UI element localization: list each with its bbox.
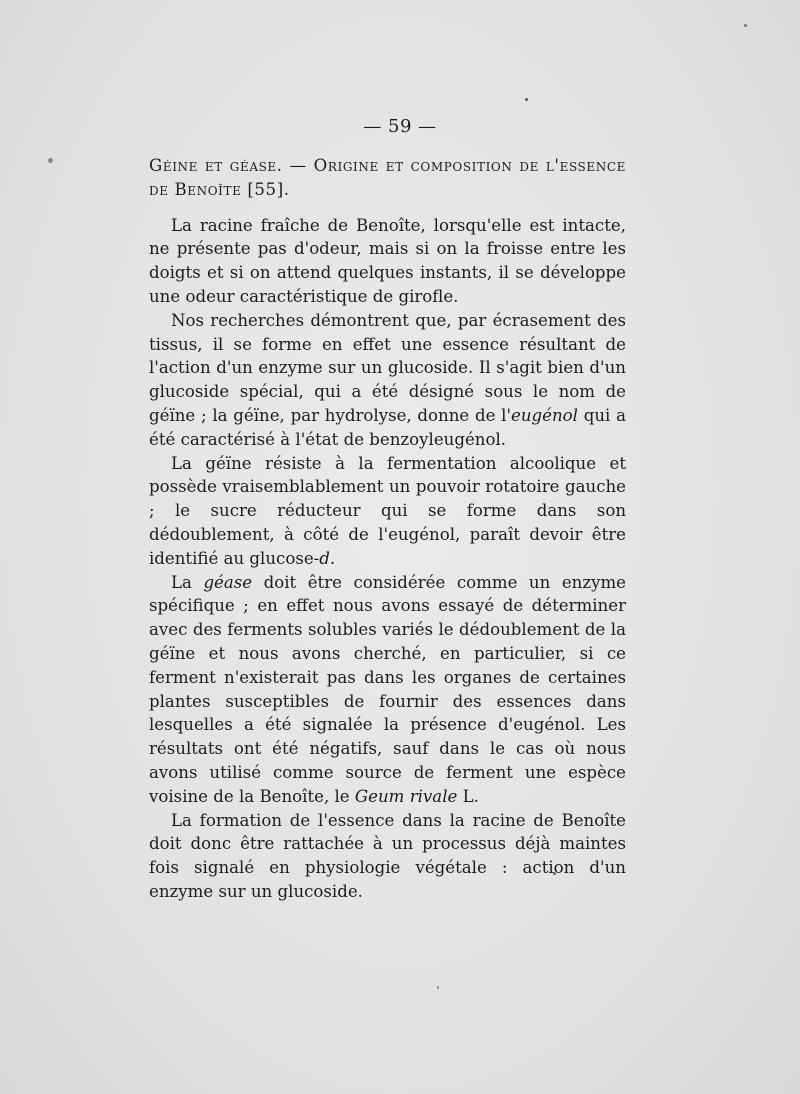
italic-term: Geum rivale xyxy=(354,786,458,806)
italic-term: d xyxy=(319,548,330,568)
dust-speck xyxy=(744,24,747,27)
paragraph-list xyxy=(149,214,626,904)
text-run: L. xyxy=(457,786,479,806)
text-run: La formation de l'essence dans la racine de Benoîte doit donc être rattachée à un processus déjà maintes fois signalé en physiologie végétale : action d'un enzyme sur un glucoside. xyxy=(149,810,626,901)
page-number: — 59 — xyxy=(363,116,437,137)
text-run: La xyxy=(171,572,204,592)
paragraph-5 xyxy=(149,809,626,904)
paragraph-3 xyxy=(149,452,626,571)
text-run: La géïne résiste à la fermentation alcoolique et possède vraisemblablement un pouvoir rotatoire gauche ; le sucre réducteur qui se forme dans son dédoublement, à côté de l'eugénol, paraît devoir être identifié au glucose- xyxy=(149,453,626,568)
dust-speck xyxy=(437,986,439,989)
text-run: qui a été caractérisé à l'état de benzoyleugénol. xyxy=(149,405,626,449)
heading-separator: . — xyxy=(276,156,314,175)
paragraph-2 xyxy=(149,309,626,452)
text-run: . xyxy=(329,548,336,568)
text-run: Nos recherches démontrent que, par écrasement des tissus, il se forme en effet une essence résultant de l'action d'un enzyme sur un glucoside. Il s'agit bien d'un glucoside spécial, qui a été désigné sous le nom de géïne ; la géïne, par hydrolyse, donne de l' xyxy=(149,310,626,425)
section-heading xyxy=(149,154,626,202)
heading-title-part2: Origine et composition de l'essence de Benoîte xyxy=(149,156,626,199)
body-text xyxy=(149,154,626,904)
heading-title-part1: Géine et géase xyxy=(149,156,277,175)
dust-speck xyxy=(525,98,528,101)
italic-term: eugénol xyxy=(511,405,578,425)
italic-term: géase xyxy=(203,572,253,592)
spacer xyxy=(149,202,626,214)
dust-speck xyxy=(48,158,53,163)
paragraph-4 xyxy=(149,571,626,809)
paragraph-1 xyxy=(149,214,626,309)
text-run: doit être considérée comme un enzyme spécifique ; en effet nous avons essayé de déterminer avec des ferments solubles variés le dédoublement de la géïne et nous avons cherché, en particulier, si ce ferment n'existerait pas dans les organes de certaines plantes susceptibles de fournir des essences dans lesquelles a été signalée la présence d'eugénol. Les résultats ont été négatifs, sauf dans le cas où nous avons utilisé comme source de ferment une espèce voisine de la Benoîte, le xyxy=(149,572,626,806)
text-run: La racine fraîche de Benoîte, lorsqu'elle est intacte, ne présente pas d'odeur, mais si on la froisse entre les doigts et si on attend quelques instants, il se développe une odeur caractéristique de girofle. xyxy=(149,215,626,306)
heading-citation: [55]. xyxy=(241,179,290,199)
